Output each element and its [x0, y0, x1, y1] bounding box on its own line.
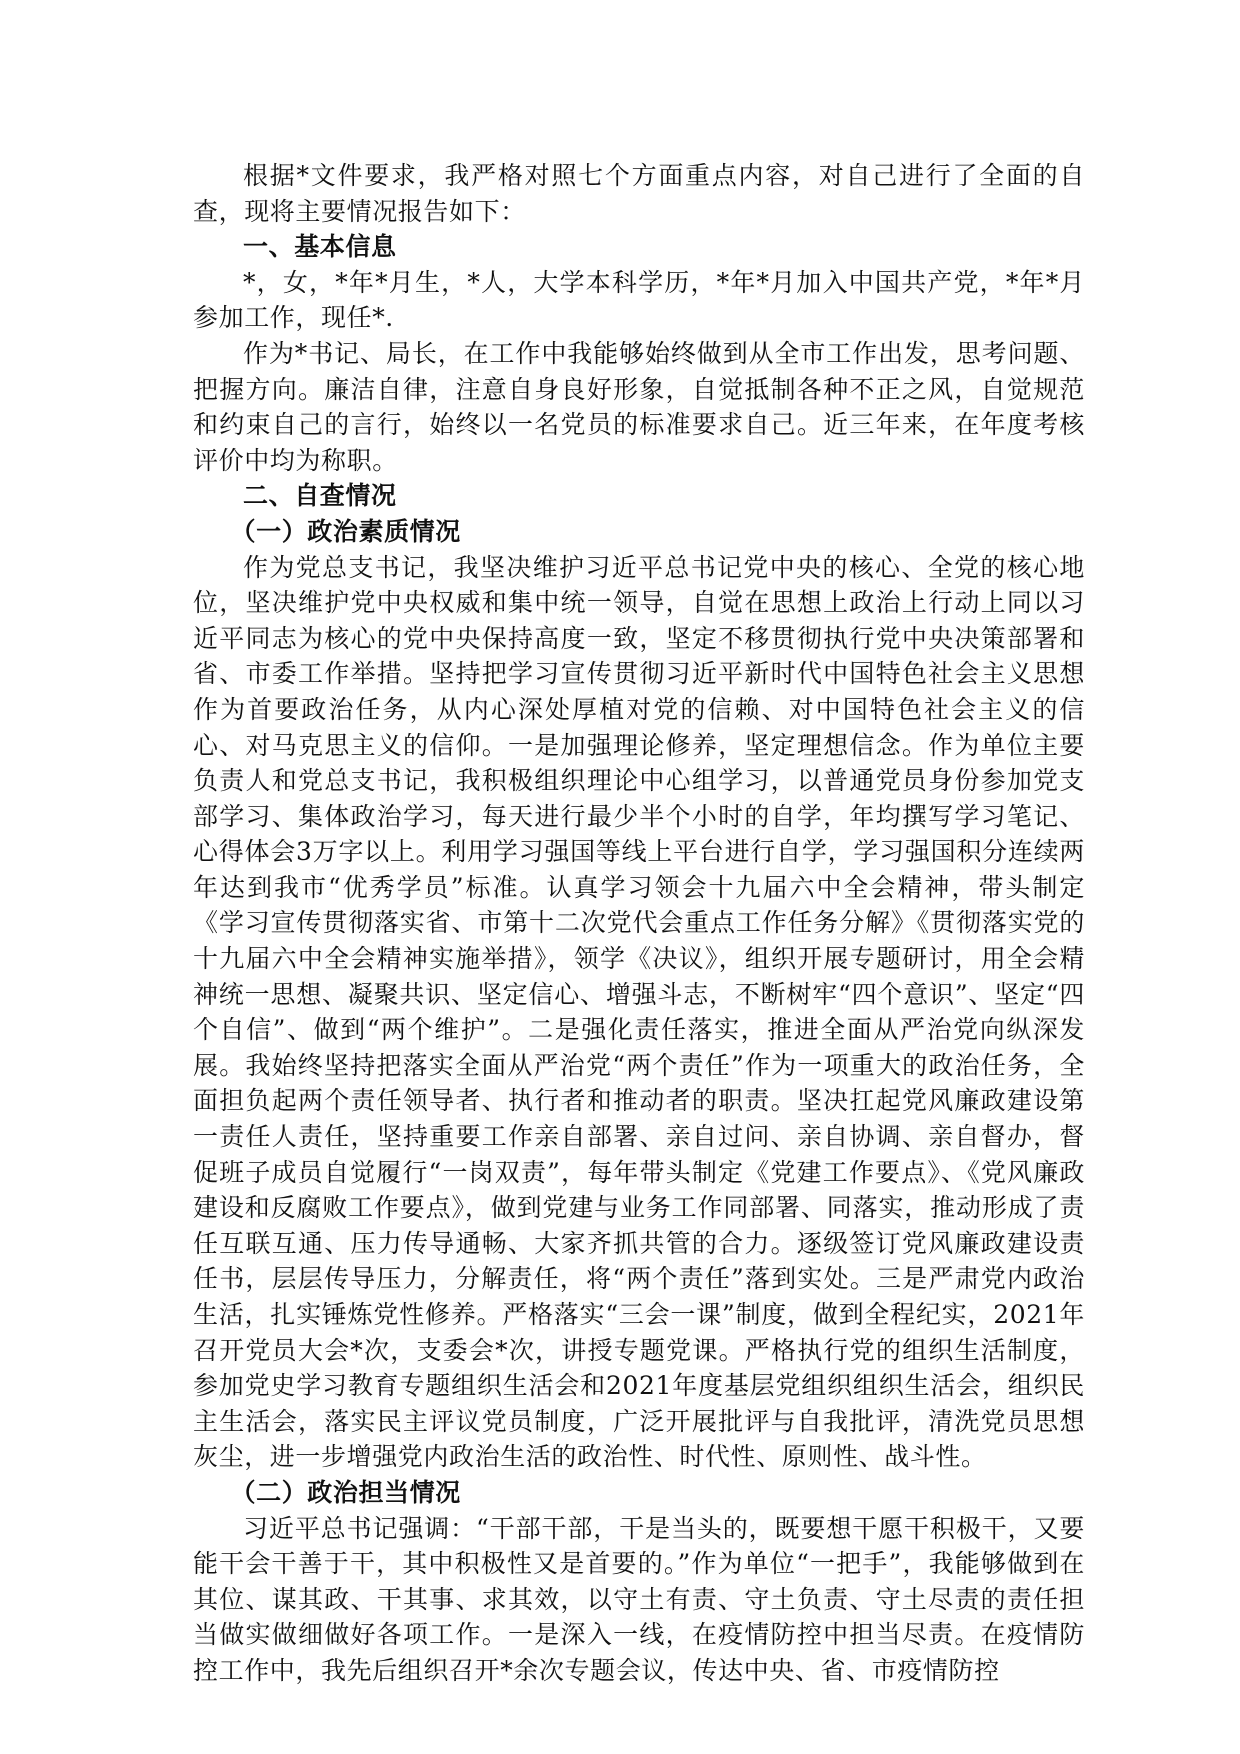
subsection-heading-political-responsibility: （二）政治担当情况 — [230, 1477, 461, 1507]
political-quality-paragraph: 作为党总支书记，我坚决维护习近平总书记党中央的核心、全党的核心地位，坚决维护党中央权威和集中统一领导，自觉在思想上政治上行动上同以习近平同志为核心的党中央保持高度一致，坚定不移贯彻执行党中央决策部署和省、市委工作举措。坚持把学习宣传贯彻习近平新时代中国特色社会主义思想作为首要政治任务，从内心深处厚植对党的信赖、对中国特色社会主义的信心、对马克思主义的信仰。一是加强理论修养，坚定理想信念。作为单位主要负责人和党总支书记，我积极组织理论中心组学习，以普通党员身份参加党支部学习、集体政治学习，每天进行最少半个小时的自学，年均撰写学习笔记、心得体会3万字以上。利用学习强国等线上平台进行自学，学习强国积分连续两年达到我市“优秀学员”标准。认真学习领会十九届六中全会精神，带头制定《学习宣传贯彻落实省、市第十二次党代会重点工作任务分解》《贯彻落实党的十九届六中全会精神实施举措》，领学《决议》，组织开展专题研讨，用全会精神统一思想、凝聚共识、坚定信心、增强斗志，不断树牢“四个意识”、坚定“四个自信”、做到“两个维护”。二是强化责任落实，推进全面从严治党向纵深发展。我始终坚持把落实全面从严治党“两个责任”作为一项重大的政治任务，全面担负起两个责任领导者、执行者和推动者的职责。坚决扛起党风廉政建设第一责任人责任，坚持重要工作亲自部署、亲自过问、亲自协调、亲自督办，督促班子成员自觉履行“一岗双责”，每年带头制定《党建工作要点》、《党风廉政建设和反腐败工作要点》，做到党建与业务工作同部署、同落实，推动形成了责任互联互通、压力传导通畅、大家齐抓共管的合力。逐级签订党风廉政建设责任书，层层传导压力，分解责任，将“两个责任”落到实处。三是严肃党内政治生活，扎实锤炼党性修养。严格落实“三会一课”制度，做到全程纪实，2021年召开党员大会*次，支委会*次，讲授专题党课。严格执行党的组织生活制度，参加党史学习教育专题组织生活会和2021年度基层党组织组织生活会，组织民主生活会，落实民主评议党员制度，广泛开展批评与自我批评，清洗党员思想灰尘，进一步增强党内政治生活的政治性、时代性、原则性、战斗性。 — [193, 552, 1085, 1472]
political-responsibility-paragraph: 习近平总书记强调：“干部干部，干是当头的，既要想干愿干积极干，又要能干会干善于干，其中积极性又是首要的。”作为单位“一把手”，我能够做到在其位、谋其政、干其事、求其效，以守土有责、守土负责、守土尽责的责任担当做实做细做好各项工作。一是深入一线，在疫情防控中担当尽责。在疫情防控工作中，我先后组织召开*余次专题会议，传达中央、省、市疫情防控 — [193, 1513, 1085, 1685]
section-heading-basic-info: 一、基本信息 — [243, 232, 397, 262]
section-heading-self-check: 二、自查情况 — [243, 481, 397, 511]
intro-paragraph: 根据*文件要求，我严格对照七个方面重点内容，对自己进行了全面的自查，现将主要情况报告如下： — [193, 161, 1085, 226]
work-summary-paragraph: 作为*书记、局长，在工作中我能够始终做到从全市工作出发，思考问题、把握方向。廉洁自律，注意自身良好形象，自觉抵制各种不正之风，自觉规范和约束自己的言行，始终以一名党员的标准要求自己。近三年来，在年度考核评价中均为称职。 — [193, 338, 1085, 475]
subsection-heading-political-quality: （一）政治素质情况 — [230, 516, 461, 546]
basic-info-paragraph: *，女，*年*月生，*人，大学本科学历，*年*月加入中国共产党，*年*月参加工作，现任*. — [193, 267, 1085, 333]
